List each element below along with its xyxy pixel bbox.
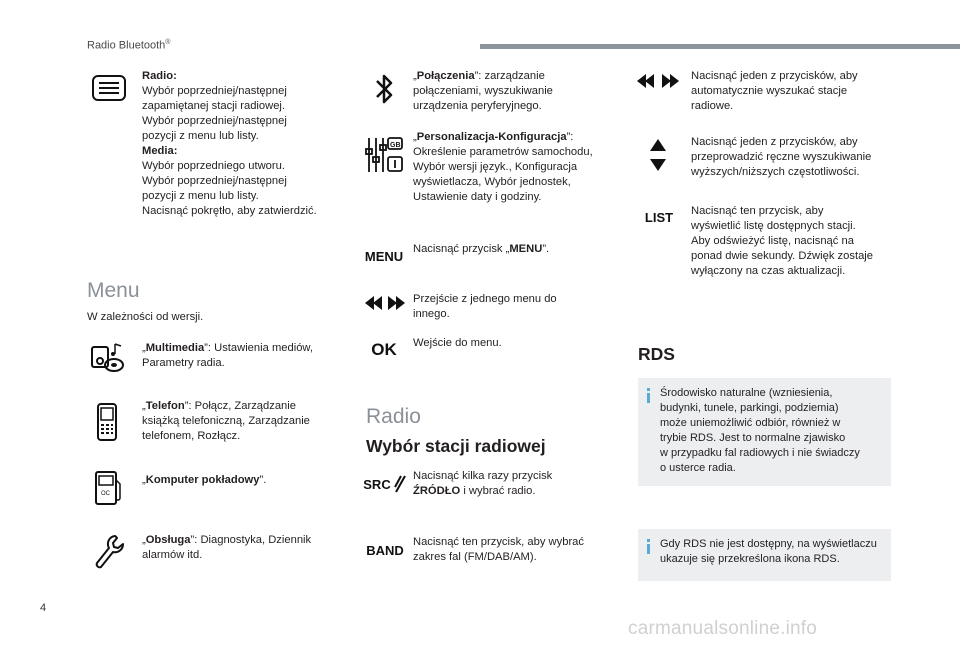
page-number: 4 — [40, 602, 47, 614]
bluetooth-icon — [372, 72, 396, 106]
source-description: Nacisnąć kilka razy przycisk ŹRÓDŁO i wybrać radio. — [413, 470, 553, 497]
rds-note-unavailable: Gdy RDS nie jest dostępny, na wyświetlaczu ukazuje się przekreślona ikona RDS. — [638, 529, 891, 581]
header-bar — [480, 44, 960, 49]
info-icon — [647, 388, 650, 403]
svg-text:OC: OC — [101, 491, 110, 497]
watermark: carmanualsonline.info — [628, 618, 818, 639]
ok-description: Wejście do menu. — [413, 337, 502, 349]
source-button-icon: SRC — [362, 474, 408, 494]
menu-intro: W zależności od wersji. — [87, 311, 204, 323]
rds-heading: RDS — [638, 344, 675, 364]
radio-heading: Radio — [366, 405, 421, 428]
arrows-description: Przejście z jednego menu do innego. — [413, 293, 557, 320]
komputer-description: „Komputer pokładowy”. — [142, 474, 267, 486]
info-icon — [647, 539, 650, 554]
wrench-icon — [93, 533, 125, 571]
menu-button-description: Nacisnąć przycisk „MENU”. — [413, 243, 550, 255]
knob-icon — [91, 74, 127, 102]
menu-button-icon: MENU — [364, 248, 404, 264]
station-selection-heading: Wybór stacji radiowej — [366, 436, 546, 456]
list-description: Nacisnąć ten przycisk, aby wyświetlić listę dostępnych stacji. Aby odświeżyć listę, nacisnąć na ponad dwie sekundy. Dźwięk zostaje wyłączony na czas aktualizacji. — [691, 205, 873, 277]
rds-note-environment: Środowisko naturalne (wzniesienia, budynki, tunele, parkingi, podziemia) może uniemożliwić odbiór, również w trybie RDS. Jest to normalne zjawisko w przypadku fal radiowych i nie świadczy o usterce radia. — [638, 378, 891, 486]
phone-icon — [96, 403, 118, 441]
running-header: Radio Bluetooth® — [87, 39, 171, 52]
telefon-description: „Telefon”: Połącz, Zarządzanie książką telefoniczną, Zarządzanie telefonem, Rozłącz. — [142, 400, 310, 442]
obsluga-description: „Obsługa”: Diagnostyka, Dziennik alarmów itd. — [142, 534, 312, 561]
fuel-computer-icon — [93, 470, 123, 506]
seek-arrows-icon — [636, 73, 680, 89]
band-description: Nacisnąć ten przycisk, aby wybrać zakres fal (FM/DAB/AM). — [413, 536, 584, 563]
radio-media-description: Radio: Wybór poprzedniej/następnej zapamiętanej stacji radiowej. Wybór poprzedniej/następnej pozycji z menu lub listy. Media: Wybór poprzedniego utworu. Wybór poprzedniej/następnej pozycji z menu lub listy. Nacisnąć pokrętło, aby zatwierdzić. — [142, 70, 317, 217]
settings-sliders-icon — [364, 135, 404, 175]
left-right-arrows-icon — [364, 295, 406, 311]
seek-description: Nacisnąć jeden z przycisków, aby automatycznie wyszukać stacje radiowe. — [691, 70, 858, 112]
band-button-icon: BAND — [366, 542, 404, 558]
multimedia-description: „Multimedia”: Ustawienia mediów, Parametry radia. — [142, 342, 313, 369]
multimedia-icon — [90, 341, 126, 373]
list-button-icon: LIST — [644, 209, 674, 225]
polaczenia-description: „Połączenia”: zarządzanie połączeniami, wyszukiwanie urządzenia peryferyjnego. — [413, 70, 553, 112]
personalizacja-description: „Personalizacja-Konfiguracja”: Określenie parametrów samochodu, Wybór wersji język., Konfiguracja wyświetlacza, Wybór jednostek, Ustawienie daty i godziny. — [413, 131, 593, 203]
manual-tuning-description: Nacisnąć jeden z przycisków, aby przeprowadzić ręczne wyszukiwanie wyższych/niższych częstotliwości. — [691, 136, 872, 178]
menu-heading: Menu — [87, 279, 140, 302]
up-down-arrows-icon — [648, 138, 668, 172]
svg-text:GB: GB — [390, 142, 401, 149]
ok-button-icon: OK — [371, 340, 397, 359]
